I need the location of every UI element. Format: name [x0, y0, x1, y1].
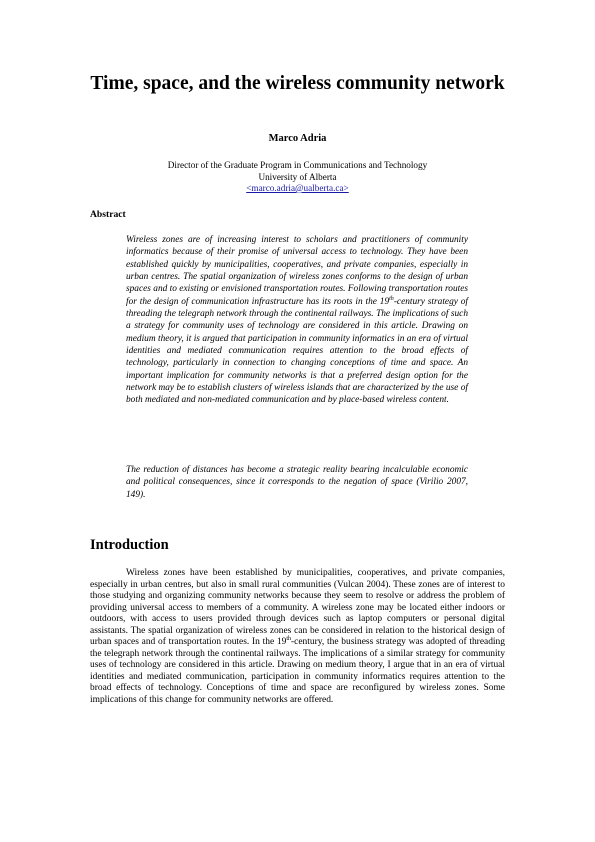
introduction-paragraph: [90, 568, 505, 707]
abstract-text-part1: Wireless zones are of increasing interest to scholars and practitioners of community informatics because of their promise of universal access to technology. They have been established quickly by municipalities, cooperatives, and private companies, especially in urban centres. The spatial organization of wireless zones conforms to the design of urban spaces and to existing or envisioned transportation routes. Following transportation routes for the design of communication infrastructure has its roots in the 19: [126, 235, 468, 307]
author-name: Marco Adria: [268, 133, 327, 144]
abstract-superscript: th: [389, 295, 394, 302]
abstract-paragraph: [126, 234, 468, 407]
abstract-heading: Abstract: [90, 209, 126, 220]
abstract-text-part2: -century strategy of threading the telegraph network through the continental railways. The implications of such a strategy for community uses of technology are considered in this article. Drawing on medium theory, it is argued that participation in community informatics in an era of virtual identities and mediated communication requires attention to the broad effects of technology, particularly in connection to changing conceptions of time and space. An important implication for community networks is that a preferred design option for the network may be to establish clusters of wireless islands that are characterized by the use of both mediated and non-mediated communication and by place-based wireless content.: [126, 296, 468, 406]
author-affiliation: [90, 160, 505, 195]
affiliation-line-university: University of Alberta: [258, 171, 337, 182]
intro-text-part2: -century, the business strategy was adopted of threading the telegraph network through the continental railways. The implications of a similar strategy for community uses of technology are considered in this article. Drawing on medium theory, I argue that in an era of virtual identities and mediated communication, participation in community informatics requires attention to the broad effects of technology. Conceptions of time and space are reconfigured by wireless zones. Some implications of this change for community networks are offered.: [90, 637, 505, 706]
introduction-heading: Introduction: [90, 537, 169, 553]
paper-title: Time, space, and the wireless community network: [90, 73, 505, 94]
intro-superscript: th: [286, 636, 292, 643]
epigraph-quote: The reduction of distances has become a strategic reality bearing incalculable economic and political consequences, since it corresponds to the negation of space (Virilio 2007, 149).: [126, 465, 468, 500]
author-email-link[interactable]: <marco.adria@ualberta.ca>: [246, 183, 349, 193]
affiliation-line-program: Director of the Graduate Program in Communications and Technology: [167, 160, 428, 170]
intro-text-part1: Wireless zones have been established by municipalities, cooperatives, and private companies, especially in urban centres, but also in small rural communities (Vulcan 2004). These zones are of interest to those studying and organizing community networks because they seem to resolve or address the problem of providing universal access to members of a community. A wireless zone may be located either indoors or outdoors, with access to users provided through devices such as laptop computers or personal digital assistants. The spatial organization of wireless zones can be considered in relation to the historical design of urban spaces and of transportation routes. In the 19: [90, 568, 505, 648]
